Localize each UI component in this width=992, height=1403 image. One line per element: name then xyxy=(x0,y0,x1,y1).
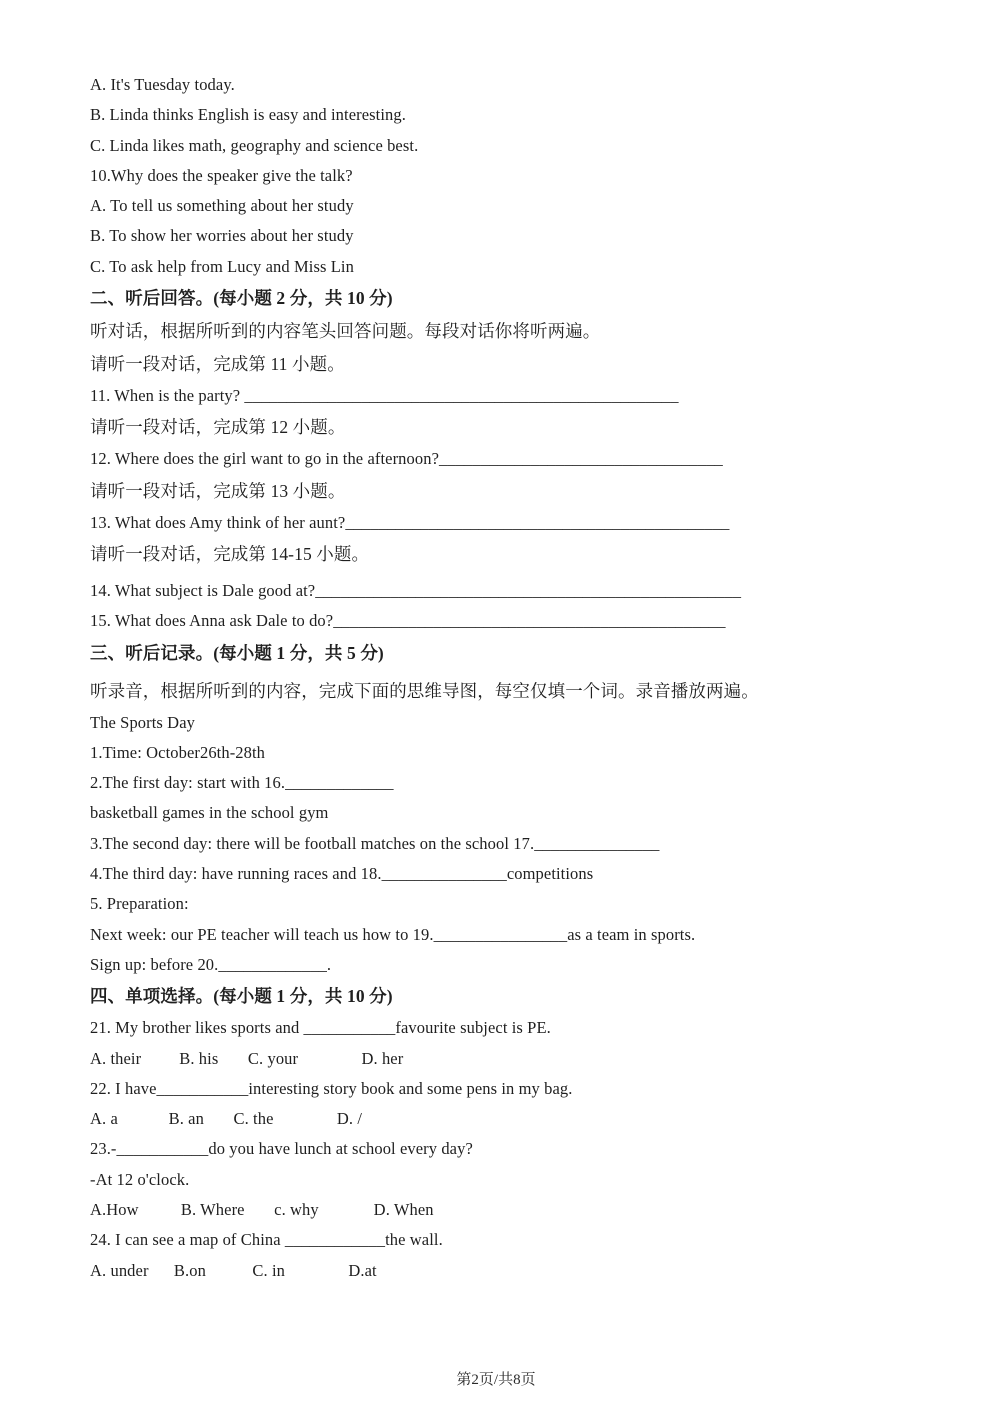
question-line-with-blank: 24. I can see a map of China ____________the wall. xyxy=(90,1230,443,1250)
question-line-with-blank: 22. I have___________interesting story book and some pens in my bag. xyxy=(90,1078,573,1098)
option-line: A. under B.on C. in D.at xyxy=(90,1260,377,1280)
option-line: A.How B. Where c. why D. When xyxy=(90,1200,434,1220)
mindmap-line-with-blank: Sign up: before 20._____________. xyxy=(90,954,332,974)
mindmap-line-with-blank: Next week: our PE teacher will teach us how to 19.________________as a team in sports. xyxy=(90,924,696,944)
option-line: A. a B. an C. the D. / xyxy=(90,1109,363,1129)
question-line-with-blank: 21. My brother likes sports and ___________favourite subject is PE. xyxy=(90,1018,551,1038)
option-line: A. It's Tuesday today. xyxy=(90,75,235,94)
mindmap-line: 1.Time: October26th-28th xyxy=(90,742,266,762)
question-line-with-blank: 13. What does Amy think of her aunt?______________________________________________ xyxy=(90,512,730,532)
instruction-line: 听录音，根据所听到的内容，完成下面的思维导图，每空仅填一个词。录音播放两遍。 xyxy=(90,680,759,701)
dialogue-reply-line: -At 12 o'clock. xyxy=(90,1169,190,1189)
question-line-with-blank: 12. Where does the girl want to go in the afternoon?__________________________________ xyxy=(90,449,723,469)
option-line: A. their B. his C. your D. her xyxy=(90,1048,404,1068)
listen-prompt-line: 请听一段对话，完成第 11 小题。 xyxy=(90,354,345,375)
instruction-line: 听对话，根据所听到的内容笔头回答问题。每段对话你将听两遍。 xyxy=(90,321,601,342)
question-line-with-blank: 11. When is the party? ____________________________________________________ xyxy=(90,386,679,406)
footer-page-number: 第2页/共8页 xyxy=(456,1372,536,1388)
option-line: B. Linda thinks English is easy and interesting. xyxy=(90,105,406,125)
mindmap-line-with-blank: 3.The second day: there will be football matches on the school 17._______________ xyxy=(90,833,660,853)
mindmap-title-line: The Sports Day xyxy=(90,712,195,732)
listen-prompt-line: 请听一段对话，完成第 12 小题。 xyxy=(90,417,346,438)
option-line: A. To tell us something about her study xyxy=(90,196,354,216)
mindmap-line: basketball games in the school gym xyxy=(90,803,329,823)
mindmap-line-with-blank: 2.The first day: start with 16._____________ xyxy=(90,773,394,793)
option-line: B. To show her worries about her study xyxy=(90,226,354,246)
option-line: C. To ask help from Lucy and Miss Lin xyxy=(90,256,354,276)
section-header-4: 四、单项选择。(每小题 1 分，共 10 分) xyxy=(90,986,393,1007)
question-line: 10.Why does the speaker give the talk? xyxy=(90,165,353,185)
option-line: C. Linda likes math, geography and science best. xyxy=(90,135,419,155)
mindmap-line: 5. Preparation: xyxy=(90,894,189,914)
exam-page-body xyxy=(90,70,920,1286)
listen-prompt-line: 请听一段对话，完成第 14-15 小题。 xyxy=(90,543,370,564)
listen-prompt-line: 请听一段对话，完成第 13 小题。 xyxy=(90,480,346,501)
section-header-2: 二、听后回答。(每小题 2 分，共 10 分) xyxy=(90,288,393,309)
section-header-3: 三、听后记录。(每小题 1 分，共 5 分) xyxy=(90,642,384,663)
mindmap-line-with-blank: 4.The third day: have running races and 18._______________competitions xyxy=(90,864,594,884)
question-line-with-blank: 15. What does Anna ask Dale to do?_______________________________________________ xyxy=(90,611,726,631)
question-line-with-blank: 23.-___________do you have lunch at school every day? xyxy=(90,1139,473,1159)
question-line-with-blank: 14. What subject is Dale good at?___________________________________________________ xyxy=(90,580,742,600)
